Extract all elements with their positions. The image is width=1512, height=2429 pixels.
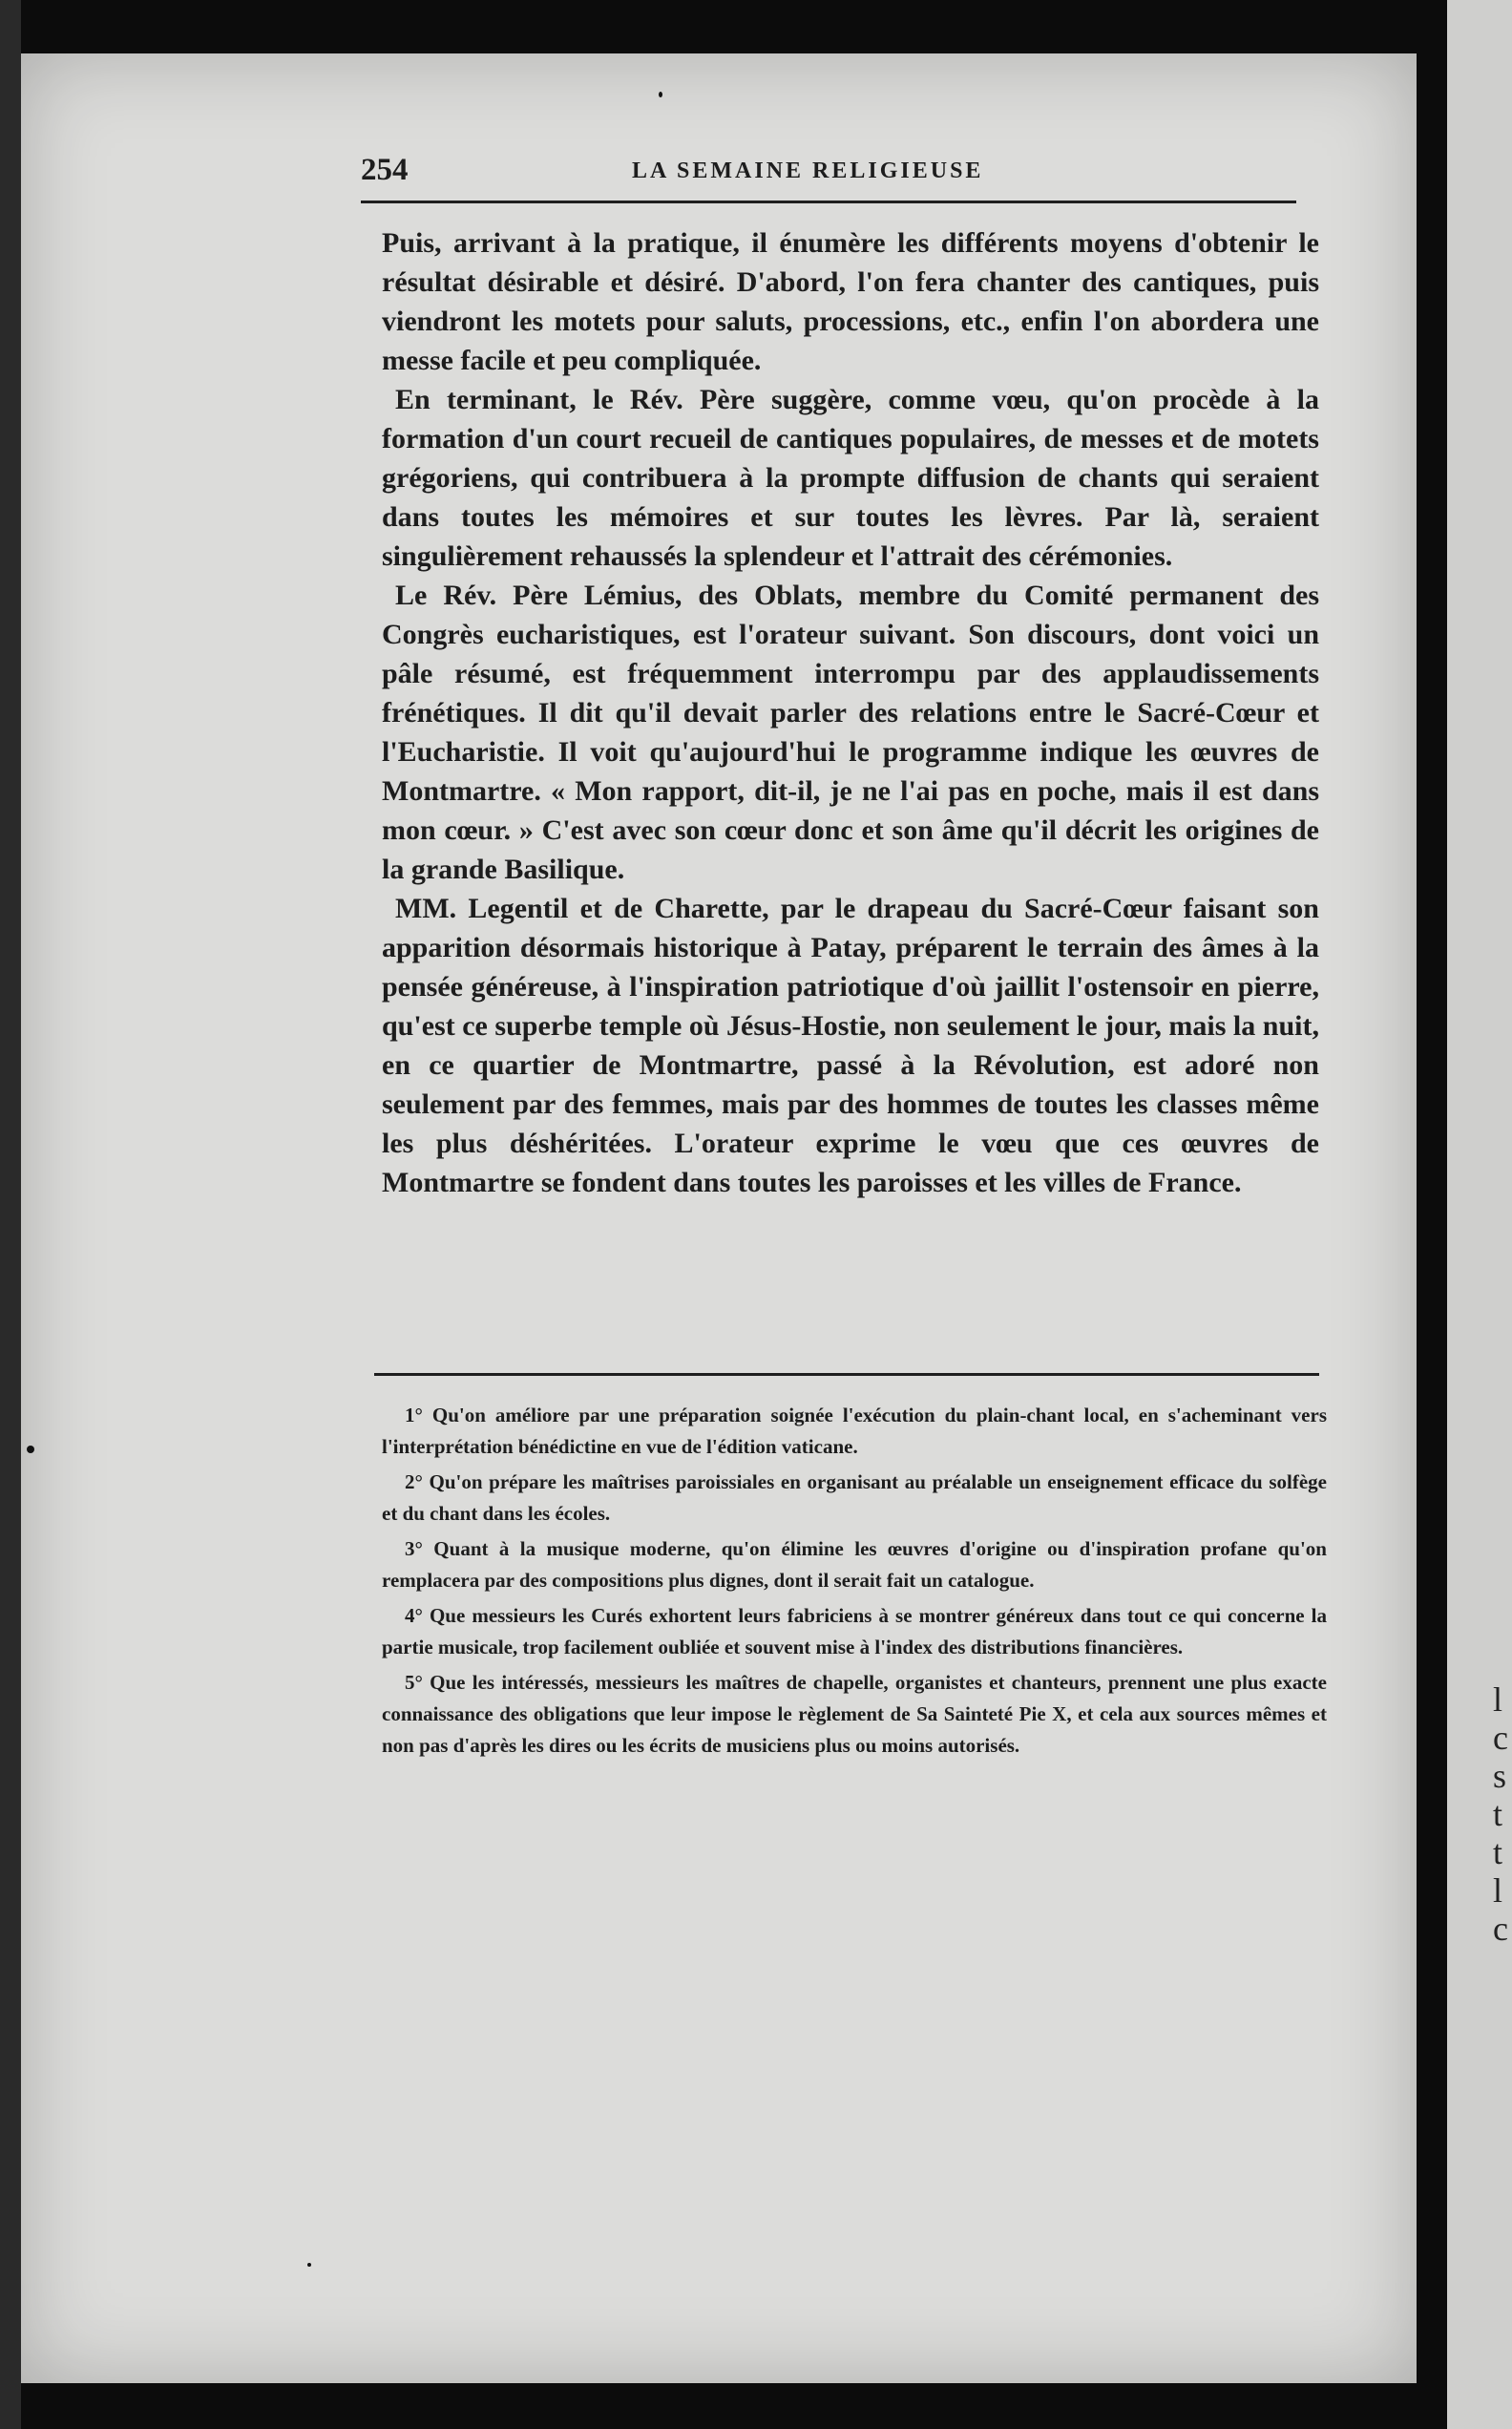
- paragraph: En terminant, le Rév. Père suggère, comme vœu, qu'on procède à la formation d'un court recueil de cantiques populaires, de messes et de motets grégoriens, qui contribuera à la prompte diffusion de chants qui seraient dans toutes les mémoires et sur toutes les lèvres. Par là, seraient singulièrement rehaussés la splendeur et l'attrait des cérémonies.: [382, 384, 1319, 572]
- adjacent-letter: s: [1493, 1757, 1507, 1795]
- header-rule: [361, 201, 1296, 203]
- body-text: [382, 223, 1319, 1202]
- footnote: 1° Qu'on améliore par une préparation soignée l'exécution du plain-chant local, en s'acheminant vers l'interprétation bénédictine en vue de l'édition vaticane.: [382, 1404, 1327, 1458]
- scan-speck: [659, 92, 662, 97]
- adjacent-letter: l: [1493, 1871, 1503, 1910]
- page-number: 254: [361, 153, 409, 187]
- paragraph: MM. Legentil et de Charette, par le drapeau du Sacré-Cœur faisant son apparition désormais historique à Patay, préparent le terrain des âmes à la pensée généreuse, à l'inspiration patriotique d'où jaillit l'ostensoir en pierre, qu'est ce superbe temple où Jésus-Hostie, non seulement le jour, mais la nuit, en ce quartier de Montmartre, passé à la Révolution, est adoré non seulement par des femmes, mais par des hommes de toutes les classes même les plus déshéritées. L'orateur exprime le vœu que ces œuvres de Montmartre se fondent dans toutes les paroisses et les villes de France.: [382, 893, 1319, 1198]
- footnote: 4° Que messieurs les Curés exhortent leurs fabriciens à se montrer généreux dans tout ce qui concerne la partie musicale, trop facilement oubliée et souvent mise à l'index des distributions financières.: [382, 1604, 1327, 1658]
- footnote: 3° Quant à la musique moderne, qu'on élimine les œuvres d'origine ou d'inspiration profane qu'on remplacera par des compositions plus dignes, dont il serait fait un catalogue.: [382, 1537, 1327, 1592]
- scan-speck: [307, 2263, 311, 2267]
- page-header: [361, 153, 1315, 201]
- adjacent-letter: c: [1493, 1910, 1508, 1948]
- paragraph: Le Rév. Père Lémius, des Oblats, membre du Comité permanent des Congrès eucharistiques, est l'orateur suivant. Son discours, dont voici un pâle résumé, est fréquemment interrompu par des applaudissements frénétiques. Il dit qu'il devait parler des relations entre le Sacré-Cœur et l'Eucharistie. Il voit qu'aujourd'hui le programme indique les œuvres de Montmartre. « Mon rapport, dit-il, je ne l'ai pas en poche, mais il est dans mon cœur. » C'est avec son cœur donc et son âme qu'il décrit les origines de la grande Basilique.: [382, 580, 1319, 885]
- running-title: LA SEMAINE RELIGIEUSE: [632, 158, 984, 183]
- scan-left-edge: [0, 0, 21, 2429]
- footnotes: [382, 1400, 1327, 1765]
- adjacent-letter: t: [1493, 1795, 1503, 1833]
- scan-speck: [27, 1446, 34, 1453]
- adjacent-page-edge: [1447, 0, 1512, 2429]
- footnote: 5° Que les intéressés, messieurs les maîtres de chapelle, organistes et chanteurs, prennent une plus exacte connaissance des obligations que leur impose le règlement de Sa Sainteté Pie X, et cela aux sources mêmes et non pas d'après les dires ou les écrits de musiciens plus ou moins autorisés.: [382, 1671, 1327, 1757]
- footnote-rule: [374, 1373, 1319, 1376]
- adjacent-page-letters: [1493, 1680, 1508, 1948]
- paragraph: Puis, arrivant à la pratique, il énumère les différents moyens d'obtenir le résultat désirable et désiré. D'abord, l'on fera chanter des cantiques, puis viendront les motets pour saluts, processions, etc., enfin l'on abordera une messe facile et peu compliquée.: [382, 227, 1319, 376]
- adjacent-letter: c: [1493, 1719, 1508, 1757]
- adjacent-letter: l: [1493, 1680, 1503, 1719]
- footnote: 2° Qu'on prépare les maîtrises paroissiales en organisant au préalable un enseignement efficace du solfège et du chant dans les écoles.: [382, 1470, 1327, 1525]
- adjacent-letter: t: [1493, 1833, 1503, 1871]
